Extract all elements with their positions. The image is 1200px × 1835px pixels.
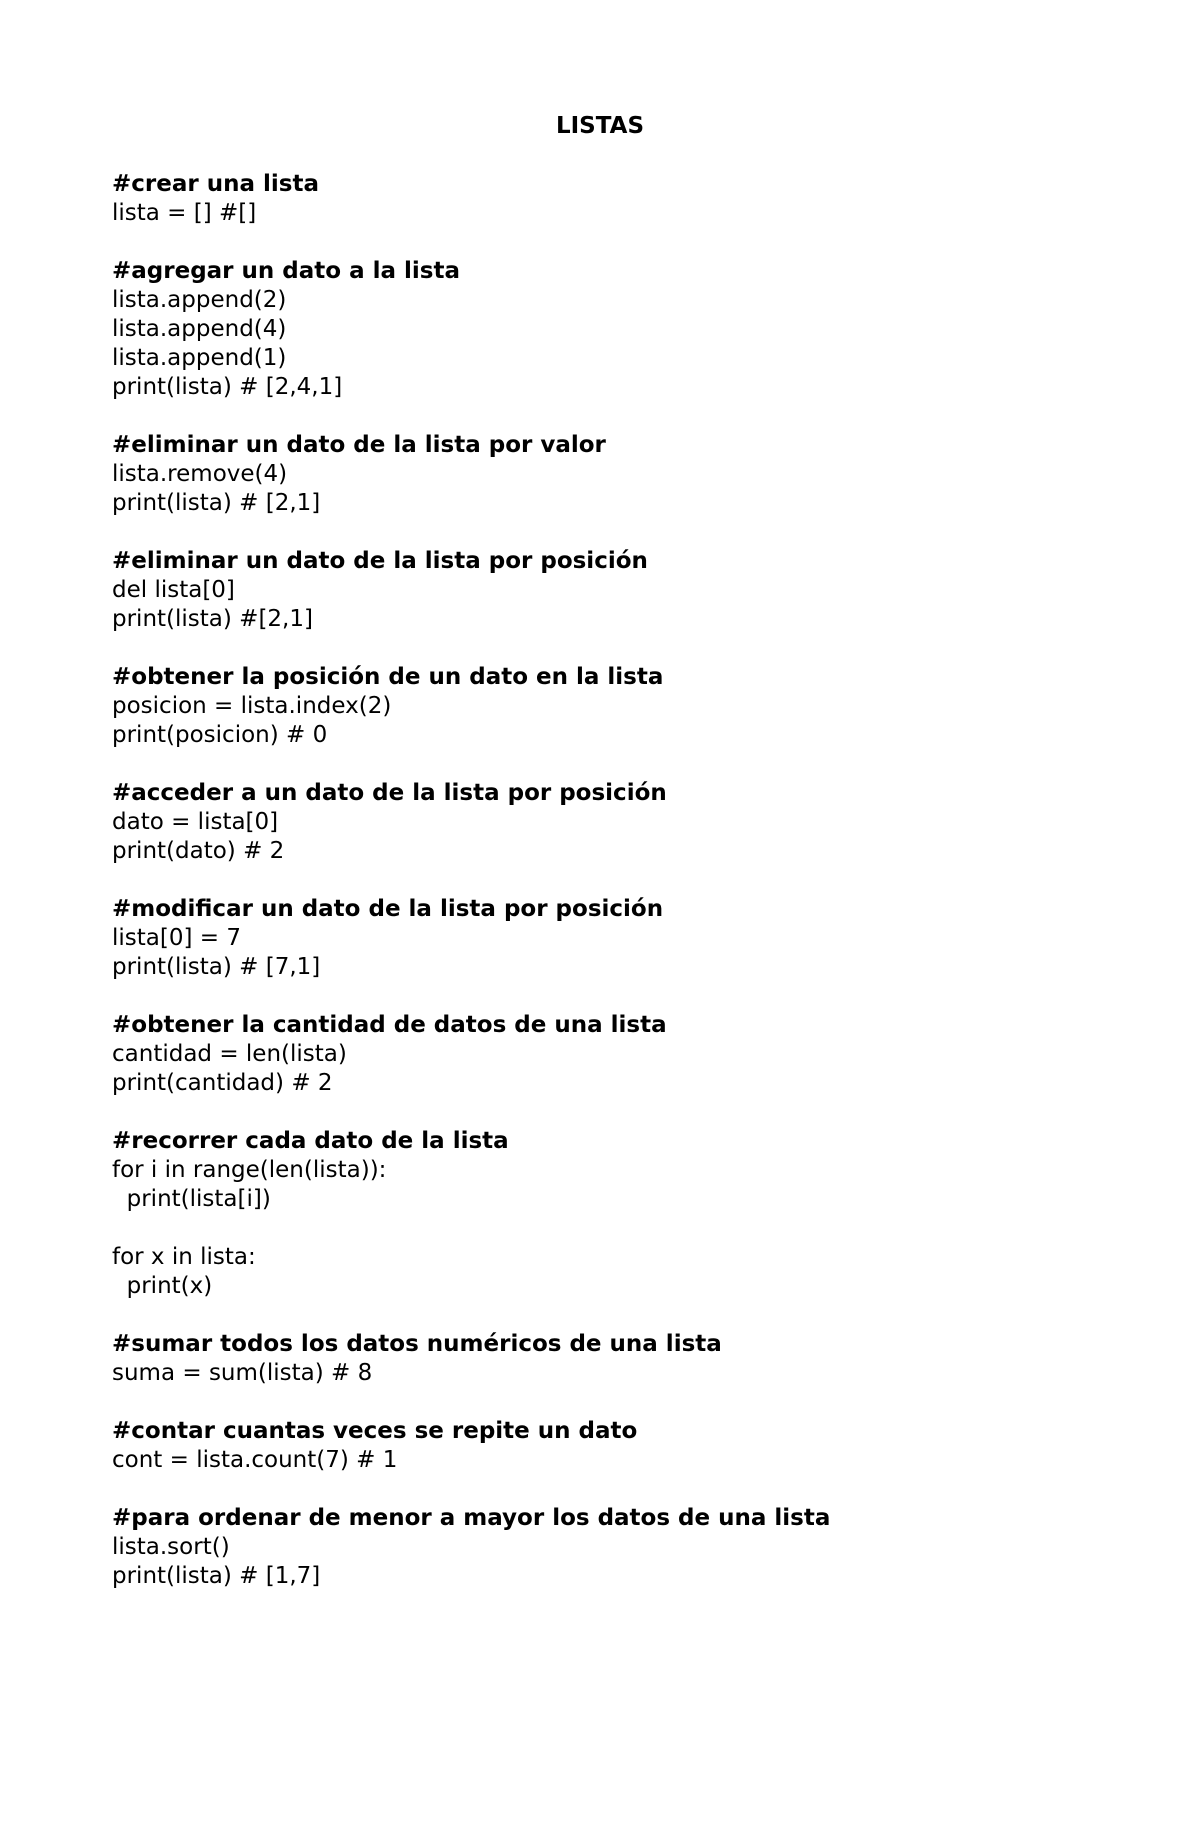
section-heading: #crear una lista bbox=[112, 171, 319, 197]
section-heading: #agregar un dato a la lista bbox=[112, 258, 460, 284]
code-line: lista.sort() bbox=[112, 1534, 230, 1560]
section-heading: #eliminar un dato de la lista por posición bbox=[112, 548, 648, 574]
code-section bbox=[112, 1417, 1112, 1475]
code-line: del lista[0] bbox=[112, 577, 235, 603]
section-heading: #recorrer cada dato de la lista bbox=[112, 1128, 509, 1154]
section-heading: #obtener la posición de un dato en la lista bbox=[112, 664, 664, 690]
code-line: print(lista) # [1,7] bbox=[112, 1563, 321, 1589]
code-line: lista.remove(4) bbox=[112, 461, 288, 487]
code-line: lista.append(2) bbox=[112, 287, 287, 313]
code-line: dato = lista[0] bbox=[112, 809, 279, 835]
code-line: print(cantidad) # 2 bbox=[112, 1070, 333, 1096]
code-line: suma = sum(lista) # 8 bbox=[112, 1360, 373, 1386]
code-section bbox=[112, 170, 1112, 228]
section-heading: #modificar un dato de la lista por posición bbox=[112, 896, 664, 922]
code-section bbox=[112, 779, 1112, 866]
code-line: print(lista) # [7,1] bbox=[112, 954, 321, 980]
code-line: cantidad = len(lista) bbox=[112, 1041, 347, 1067]
code-line: for x in lista: bbox=[112, 1244, 256, 1270]
code-line: lista.append(1) bbox=[112, 345, 287, 371]
section-heading: #sumar todos los datos numéricos de una lista bbox=[112, 1331, 722, 1357]
code-line: print(lista[i]) bbox=[112, 1186, 271, 1212]
code-line: print(lista) # [2,4,1] bbox=[112, 374, 343, 400]
code-section bbox=[112, 663, 1112, 750]
code-line: lista.append(4) bbox=[112, 316, 287, 342]
document-title: LISTAS bbox=[555, 113, 645, 139]
code-section bbox=[112, 1243, 1112, 1301]
code-section bbox=[112, 1504, 1112, 1591]
code-section bbox=[112, 1127, 1112, 1214]
code-section bbox=[112, 895, 1112, 982]
code-line: lista = [] #[] bbox=[112, 200, 257, 226]
code-line: print(x) bbox=[112, 1273, 213, 1299]
code-line: print(lista) # [2,1] bbox=[112, 490, 321, 516]
code-line: print(lista) #[2,1] bbox=[112, 606, 313, 632]
code-section bbox=[112, 1011, 1112, 1098]
section-heading: #obtener la cantidad de datos de una lista bbox=[112, 1012, 667, 1038]
code-section bbox=[112, 257, 1112, 402]
code-line: for i in range(len(lista)): bbox=[112, 1157, 387, 1183]
code-section bbox=[112, 547, 1112, 634]
section-heading: #acceder a un dato de la lista por posición bbox=[112, 780, 667, 806]
code-line: posicion = lista.index(2) bbox=[112, 693, 392, 719]
section-heading: #eliminar un dato de la lista por valor bbox=[112, 432, 606, 458]
code-line: lista[0] = 7 bbox=[112, 925, 241, 951]
code-section bbox=[112, 431, 1112, 518]
code-line: print(dato) # 2 bbox=[112, 838, 285, 864]
code-section bbox=[112, 1330, 1112, 1388]
section-heading: #contar cuantas veces se repite un dato bbox=[112, 1418, 638, 1444]
code-line: cont = lista.count(7) # 1 bbox=[112, 1447, 398, 1473]
document-body bbox=[112, 170, 1112, 1620]
code-line: print(posicion) # 0 bbox=[112, 722, 328, 748]
section-heading: #para ordenar de menor a mayor los datos de una lista bbox=[112, 1505, 831, 1531]
